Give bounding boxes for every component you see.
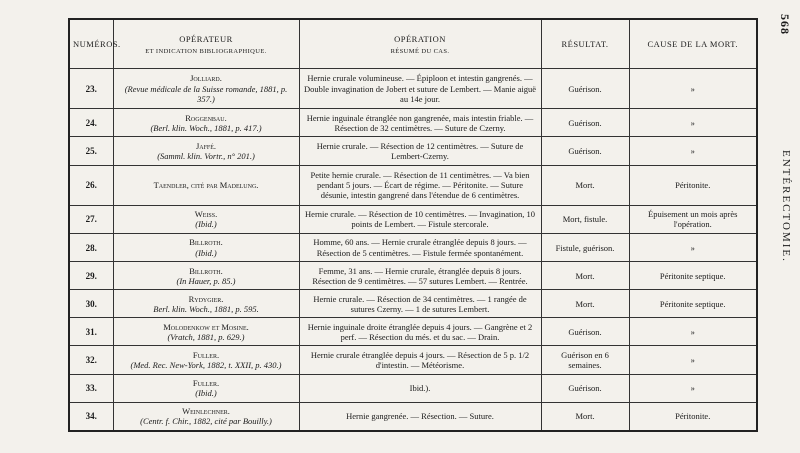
case-summary: Hernie crurale étranglée depuis 4 jours. — Résection de 5 p. 1/2 d'intestin. — Météorisme.: [299, 346, 541, 374]
table-row: [69, 69, 757, 109]
operator-name: Roggenbau.: [185, 112, 227, 123]
table-row: [69, 234, 757, 262]
operator-cell: [113, 346, 299, 374]
case-number: 32.: [69, 346, 113, 374]
case-result: Guérison en 6 semaines.: [541, 346, 629, 374]
bibliographic-reference: (Centr. f. Chir., 1882, cité par Bouilly.): [140, 416, 272, 427]
bibliographic-reference: (Berl. klin. Woch., 1881, p. 417.): [150, 122, 262, 133]
table-row: [69, 290, 757, 318]
bibliographic-reference: (Ibid.): [195, 388, 217, 399]
operator-cell: [113, 374, 299, 402]
header-operateur-label: OPÉRATEUR: [179, 33, 233, 44]
header-operateur: [113, 19, 299, 69]
bibliographic-reference: (Ibid.): [195, 219, 217, 230]
operator-cell: [113, 69, 299, 109]
operator-cell: [113, 262, 299, 290]
case-summary: Hernie gangrenée. — Résection. — Suture.: [299, 402, 541, 431]
cause-of-death: »: [629, 318, 757, 346]
case-number: 30.: [69, 290, 113, 318]
cause-of-death: Péritonite.: [629, 165, 757, 205]
operator-cell: [113, 290, 299, 318]
case-number: 33.: [69, 374, 113, 402]
operator-cell: [113, 318, 299, 346]
operator-name: Molodenkow et Mosine.: [163, 321, 249, 332]
case-summary: Homme, 60 ans. — Hernie crurale étranglée depuis 8 jours. — Résection de 5 centimètres. — Fistule fermée spontanément.: [299, 234, 541, 262]
bibliographic-reference: (Vratch, 1881, p. 629.): [167, 331, 245, 342]
case-table-body: [69, 69, 757, 432]
case-result: Guérison.: [541, 137, 629, 165]
operator-name: Weiss.: [194, 209, 218, 220]
cause-of-death: Péritonite septique.: [629, 262, 757, 290]
operator-name: Billroth.: [189, 265, 223, 276]
cause-of-death: Péritonite septique.: [629, 290, 757, 318]
case-result: Guérison.: [541, 318, 629, 346]
page-number: 568: [778, 14, 792, 35]
table-row: [69, 165, 757, 205]
bibliographic-reference: (Med. Rec. New-York, 1882, t. XXII, p. 430.): [130, 360, 282, 371]
table-row: [69, 402, 757, 431]
cause-of-death: »: [629, 346, 757, 374]
case-result: Mort, fistule.: [541, 205, 629, 233]
operator-cell: [113, 137, 299, 165]
case-summary: Hernie crurale. — Résection de 12 centimètres. — Suture de Lembert-Czerny.: [299, 137, 541, 165]
operator-name: Fuller.: [192, 349, 220, 360]
case-number: 27.: [69, 205, 113, 233]
case-result: Guérison.: [541, 109, 629, 137]
case-result: Mort.: [541, 165, 629, 205]
case-number: 31.: [69, 318, 113, 346]
case-summary: Hernie inguinale étranglée non gangrenée, mais intestin friable. — Résection de 32 centimètres. — Suture de Czerny.: [299, 109, 541, 137]
case-result: Guérison.: [541, 69, 629, 109]
bibliographic-reference: Berl. klin. Woch., 1881, p. 595.: [153, 303, 259, 314]
case-summary: Hernie crurale volumineuse. — Épiploon et intestin gangrenés. — Double invagination de Jobert et suture de Lembert. — Manie aiguë au 14e jour.: [299, 69, 541, 109]
table-row: [69, 374, 757, 402]
table-row: [69, 109, 757, 137]
case-summary: Hernie crurale. — Résection de 10 centimètres. — Invagination, 10 points de Lembert. — Fistule stercorale.: [299, 205, 541, 233]
case-summary: Ibid.).: [299, 374, 541, 402]
case-summary: Hernie inguinale droite étranglée depuis 4 jours. — Gangrène et 2 perf. — Résection du més. et du sac. — Drain.: [299, 318, 541, 346]
case-number: 25.: [69, 137, 113, 165]
case-summary: Femme, 31 ans. — Hernie crurale, étranglée depuis 8 jours. Résection de 9 centimètres. — 57 sutures Lembert. — Rentrée.: [299, 262, 541, 290]
case-result: Mort.: [541, 262, 629, 290]
bibliographic-reference: (Revue médicale de la Suisse romande, 1881, p. 357.): [124, 83, 288, 104]
header-numeros: NUMÉROS.: [69, 19, 113, 69]
cause-of-death: »: [629, 137, 757, 165]
bibliographic-reference: (In Hauer, p. 85.): [176, 275, 236, 286]
case-number: 26.: [69, 165, 113, 205]
case-number: 28.: [69, 234, 113, 262]
table-row: [69, 318, 757, 346]
operator-name: Rydygier.: [188, 293, 224, 304]
table-row: [69, 262, 757, 290]
operator-name: Weinlechner.: [182, 406, 230, 417]
operator-cell: [113, 402, 299, 431]
header-cause: CAUSE DE LA MORT.: [629, 19, 757, 69]
cause-of-death: »: [629, 234, 757, 262]
bibliographic-reference: (Samml. klin. Vortr., n° 201.): [157, 151, 255, 162]
case-summary: Petite hernie crurale. — Résection de 11 centimètres. — Va bien pendant 5 jours. — Écart de régime. — Péritonite. — Suture désunie, intestin gangrené dans l'étendue de 6 centimètres.: [299, 165, 541, 205]
running-title: ENTÉRECTOMIE.: [780, 150, 792, 263]
case-result: Fistule, guérison.: [541, 234, 629, 262]
case-result: Guérison.: [541, 374, 629, 402]
header-operation-label: OPÉRATION: [394, 33, 446, 44]
header-operateur-sub: ET INDICATION BIBLIOGRAPHIQUE.: [145, 47, 267, 55]
table-row: [69, 205, 757, 233]
operator-cell: [113, 165, 299, 205]
operator-cell: [113, 205, 299, 233]
case-summary: Hernie crurale. — Résection de 34 centimètres. — 1 rangée de sutures Czerny. — 1 de sutures Lembert.: [299, 290, 541, 318]
operator-name: Jaffé.: [195, 140, 217, 151]
case-number: 23.: [69, 69, 113, 109]
cause-of-death: »: [629, 374, 757, 402]
case-number: 24.: [69, 109, 113, 137]
case-number: 29.: [69, 262, 113, 290]
table-row: [69, 137, 757, 165]
operator-name: Fuller.: [192, 377, 220, 388]
operator-cell: [113, 109, 299, 137]
cause-of-death: Péritonite.: [629, 402, 757, 431]
table-row: [69, 346, 757, 374]
case-number: 34.: [69, 402, 113, 431]
case-table: [68, 18, 758, 432]
header-row: [69, 19, 757, 69]
header-operation: [299, 19, 541, 69]
bibliographic-reference: (Ibid.): [195, 247, 217, 258]
cause-of-death: »: [629, 69, 757, 109]
header-operation-sub: RÉSUMÉ DU CAS.: [390, 47, 450, 55]
operator-name: Billroth.: [189, 237, 223, 248]
operator-name: Taendler, cité par Madelung.: [153, 180, 259, 191]
operator-cell: [113, 234, 299, 262]
cause-of-death: »: [629, 109, 757, 137]
case-result: Mort.: [541, 402, 629, 431]
cause-of-death: Épuisement un mois après l'opération.: [629, 205, 757, 233]
operator-name: Jolliard.: [190, 73, 222, 84]
case-result: Mort.: [541, 290, 629, 318]
header-resultat: RÉSULTAT.: [541, 19, 629, 69]
